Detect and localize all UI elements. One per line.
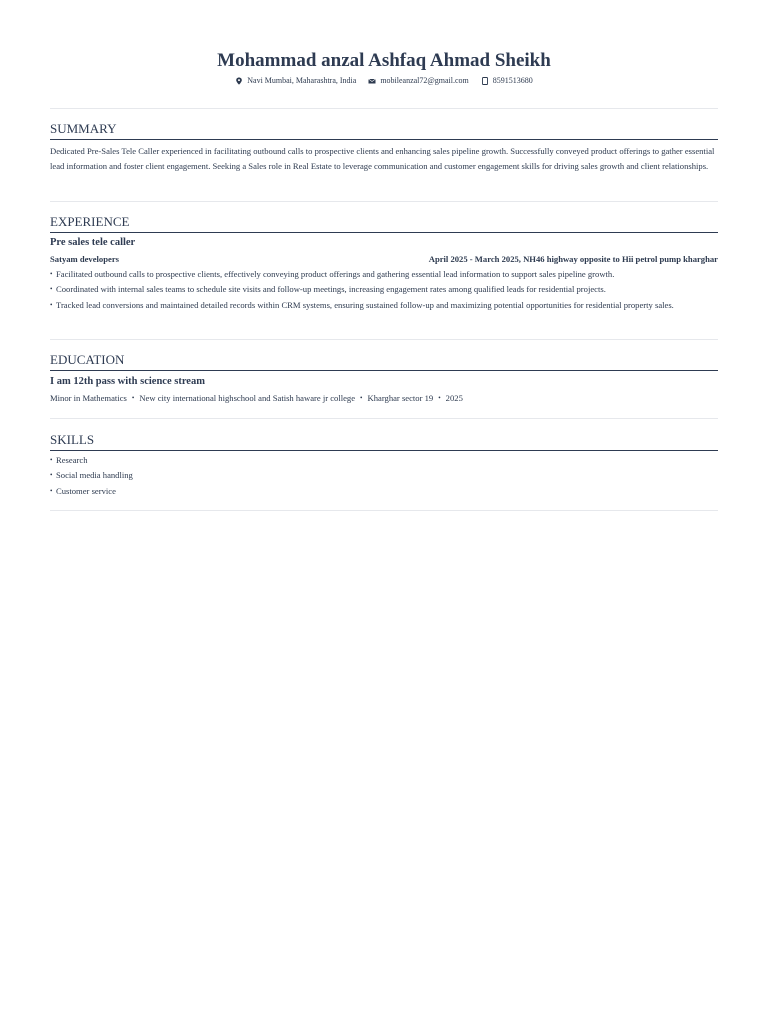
divider	[50, 510, 718, 511]
job-dates-location: April 2025 - March 2025, NH46 highway opposite to Hii petrol pump kharghar	[428, 254, 718, 264]
degree-title: I am 12th pass with science stream	[50, 376, 205, 387]
education-heading: EDUCATION	[50, 352, 718, 371]
summary-heading: SUMMARY	[50, 121, 718, 140]
divider	[50, 201, 718, 202]
phone-icon	[481, 77, 489, 85]
candidate-name: Mohammad anzal Ashfaq Ahmad Sheikh	[217, 50, 551, 71]
contact-line	[0, 76, 768, 85]
list-item: • Tracked lead conversions and maintained detailed records within CRM systems, ensuring sustained follow-up and maximizing potential opportunities for residential property sales.	[50, 298, 718, 313]
email-text[interactable]: mobileanzal72@gmail.com	[380, 76, 469, 85]
list-item: • Coordinated with internal sales teams to schedule site visits and follow-up meetings, increasing engagement rates among qualified leads for residential projects.	[50, 282, 718, 297]
job-meta-row	[50, 254, 718, 264]
list-item: • Facilitated outbound calls to prospective clients, effectively conveying product offerings and gathering essential lead information to support sales pipeline growth.	[50, 267, 718, 282]
skills-list	[50, 453, 718, 499]
education-year: 2025	[445, 393, 463, 403]
experience-bullets	[50, 267, 718, 313]
job-title: Pre sales tele caller	[50, 237, 136, 248]
phone-text[interactable]: 8591513680	[492, 76, 533, 85]
list-item: • Social media handling	[50, 468, 718, 483]
list-item: • Customer service	[50, 484, 718, 499]
divider	[50, 108, 718, 109]
map-pin-icon	[235, 77, 243, 85]
education-meta: Minor in Mathematics • New city international highschool and Satish haware jr college • Kharghar sector 19 • 2025	[50, 393, 463, 403]
company-name: Satyam developers	[50, 254, 119, 264]
school-location: Kharghar sector 19	[367, 393, 434, 403]
school-name: New city international highschool and Satish haware jr college	[139, 393, 356, 403]
summary-text: Dedicated Pre-Sales Tele Caller experienced in facilitating outbound calls to prospective clients and enhancing sales pipeline growth. Successfully conveyed product offerings to gather essential lead information and foster client engagement. Seeking a Sales role in Real Estate to leverage communication and customer engagement skills for driving sales growth and client relationships.	[50, 146, 715, 172]
divider	[50, 418, 718, 419]
minor-text: Minor in Mathematics	[50, 393, 127, 403]
location-text: Navi Mumbai, Maharashtra, India	[247, 76, 357, 85]
experience-heading: EXPERIENCE	[50, 214, 718, 233]
envelope-icon	[368, 77, 376, 85]
list-item: • Research	[50, 453, 718, 468]
skills-heading: SKILLS	[50, 432, 718, 451]
divider	[50, 339, 718, 340]
